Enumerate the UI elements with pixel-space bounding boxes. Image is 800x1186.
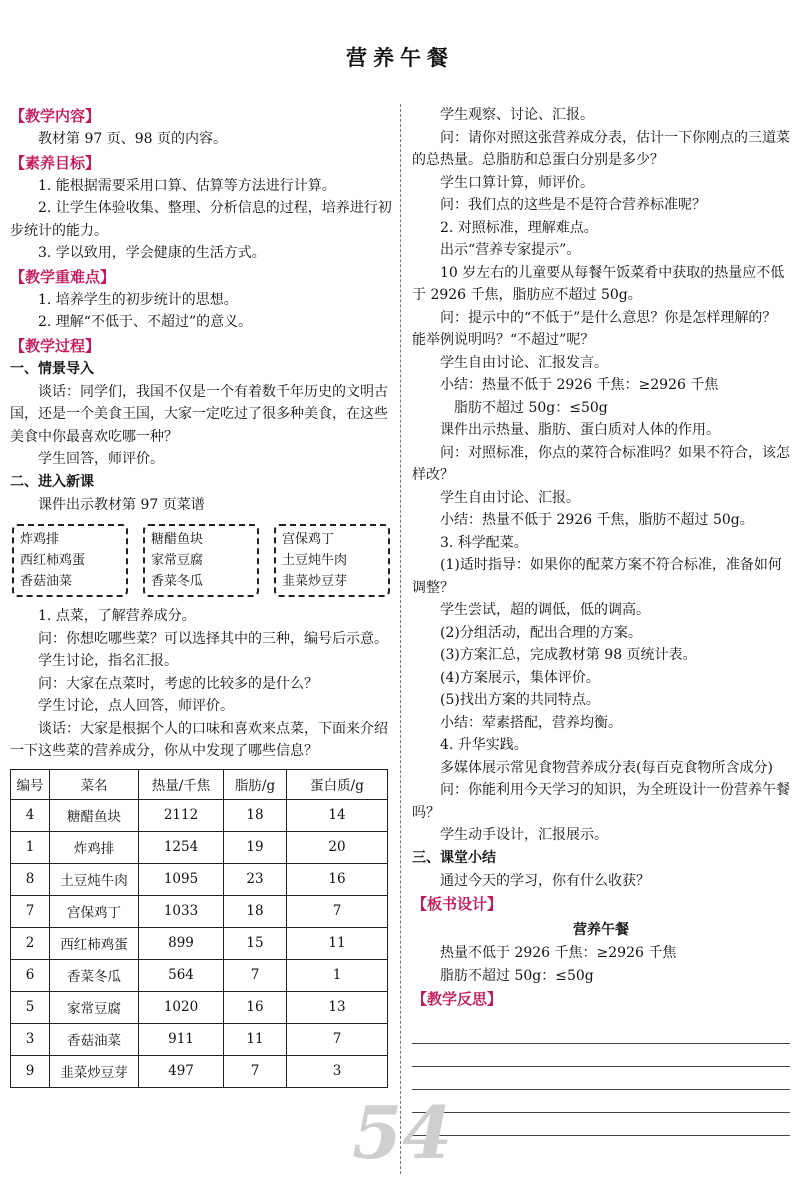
table-cell: 土豆炖牛肉	[50, 863, 139, 895]
table-row	[11, 1055, 388, 1087]
table-header-row	[11, 769, 388, 799]
menu-box	[12, 524, 128, 597]
paragraph: 课件出示热量、脂肪、蛋白质对人体的作用。	[440, 422, 720, 438]
left-column	[10, 104, 392, 1088]
table-cell: 1254	[139, 831, 224, 863]
menu-box	[143, 524, 259, 597]
paragraph: (3)方案汇总，完成教材第 98 页统计表。	[440, 647, 697, 663]
table-cell: 18	[224, 799, 287, 831]
section-content-heading: 【教学内容】	[10, 107, 101, 125]
paragraph: 学生讨论，点人回答，师评价。	[38, 698, 234, 714]
table-cell: 18	[224, 895, 287, 927]
table-cell: 7	[11, 895, 50, 927]
paragraph: 1. 点菜，了解营养成分。	[38, 608, 196, 624]
paragraph: 学生回答，师评价。	[38, 451, 164, 467]
menu-dish: 韭菜炒豆芽	[282, 574, 348, 589]
section-reflect-heading: 【教学反思】	[412, 990, 503, 1008]
table-cell: 6	[11, 959, 50, 991]
table-cell: 香菜冬瓜	[50, 959, 139, 991]
paragraph: 学生观察、讨论、汇报。	[440, 107, 594, 123]
writing-line	[412, 1090, 790, 1113]
table-cell: 炸鸡排	[50, 831, 139, 863]
table-cell: 899	[139, 927, 224, 959]
table-row	[11, 799, 388, 831]
table-cell: 16	[287, 863, 388, 895]
table-cell: 23	[224, 863, 287, 895]
menu-dish: 糖醋鱼块	[151, 532, 204, 547]
paragraph: 学生自由讨论、汇报。	[440, 489, 580, 506]
paragraph: 学生尝试，超的调低，低的调高。	[440, 602, 650, 618]
menu-dish: 香菇油菜	[20, 574, 73, 589]
writing-line	[412, 1021, 790, 1044]
table-cell: 13	[287, 991, 388, 1023]
section-key-heading: 【教学重难点】	[10, 267, 116, 286]
table-cell: 宫保鸡丁	[50, 895, 139, 927]
table-cell: 9	[11, 1055, 50, 1087]
table-cell: 7	[287, 895, 388, 927]
menu-dish: 宫保鸡丁	[282, 532, 335, 547]
part1-title: 一、情景导入	[10, 360, 94, 377]
paragraph: 问：你想吃哪些菜？可以选择其中的三种，编号后示意。	[38, 630, 388, 647]
paragraph: 4. 升华实践。	[440, 737, 528, 753]
page-title: 营养午餐	[346, 46, 454, 70]
table-cell: 糖醋鱼块	[50, 799, 139, 831]
paragraph: 问：请你对照这张营养成分表，估计一下你刚点的三道菜的总热量。总脂肪和总蛋白分别是多少？	[412, 129, 790, 168]
menu-dish: 土豆炖牛肉	[282, 553, 348, 568]
paragraph: 问：提示中的“不低于”是什么意思？你是怎样理解的？能举例说明吗？“不超过”呢？	[412, 309, 777, 348]
paragraph: 学生动手设计，汇报展示。	[440, 827, 608, 843]
table-row	[11, 895, 388, 927]
paragraph: 问：你能利用今天学习的知识，为全班设计一份营养午餐吗？	[412, 782, 790, 821]
column-header: 脂肪/g	[224, 769, 287, 799]
table-cell: 7	[224, 959, 287, 991]
table-cell: 7	[287, 1023, 388, 1055]
menu-dish: 家常豆腐	[151, 553, 204, 568]
table-cell: 1033	[139, 895, 224, 927]
paragraph: 学生口算计算，师评价。	[440, 174, 594, 191]
table-row	[11, 863, 388, 895]
menu-boxes	[12, 524, 390, 597]
goal-item: 3. 学以致用，学会健康的生活方式。	[38, 245, 266, 261]
table-cell: 2	[11, 927, 50, 959]
paragraph: 出示“营养专家提示”。	[440, 242, 581, 258]
paragraph: (5)找出方案的共同特点。	[440, 692, 600, 708]
paragraph: 多媒体展示常见食物营养成分表(每百克食物所含成分)	[440, 759, 773, 776]
section-process-heading: 【教学过程】	[10, 336, 101, 355]
paragraph: 学生讨论，指名汇报。	[38, 653, 178, 669]
table-cell: 5	[11, 991, 50, 1023]
menu-dish: 炸鸡排	[20, 532, 60, 547]
paragraph: 脂肪不超过 50g：≤50g	[454, 399, 608, 416]
paragraph: (1)适时指导：如果你的配菜方案不符合标准，准备如何调整？	[412, 557, 782, 596]
table-cell: 2112	[139, 799, 224, 831]
table-cell: 1	[11, 831, 50, 863]
table-cell: 15	[224, 927, 287, 959]
table-cell: 11	[287, 927, 388, 959]
key-item: 2. 理解“不低于、不超过”的意义。	[38, 314, 253, 330]
part3-title: 三、课堂小结	[412, 849, 496, 866]
table-row	[11, 831, 388, 863]
paragraph: 问：大家在点菜时，考虑的比较多的是什么？	[38, 675, 318, 692]
menu-dish: 西红柿鸡蛋	[20, 553, 86, 568]
table-cell: 564	[139, 959, 224, 991]
table-cell: 14	[287, 799, 388, 831]
table-cell: 19	[224, 831, 287, 863]
paragraph: 10 岁左右的儿童要从每餐午饭菜肴中获取的热量应不低于 2926 千焦，脂肪应不超过 50g。	[412, 264, 785, 303]
writing-line	[412, 1113, 790, 1136]
table-cell: 8	[11, 863, 50, 895]
table-cell: 3	[287, 1055, 388, 1087]
board-title: 营养午餐	[573, 922, 629, 938]
table-cell: 4	[11, 799, 50, 831]
column-header: 热量/千焦	[139, 769, 224, 799]
section-goals-heading: 【素养目标】	[10, 153, 101, 172]
table-cell: 3	[11, 1023, 50, 1055]
reflection-lines	[412, 1021, 790, 1136]
table-cell: 16	[224, 991, 287, 1023]
paragraph: 学生自由讨论、汇报发言。	[440, 354, 608, 371]
paragraph: 小结：热量不低于 2926 千焦：≥2926 千焦	[440, 377, 719, 393]
nutrition-table	[10, 769, 388, 1088]
menu-box	[274, 524, 390, 597]
table-cell: 1020	[139, 991, 224, 1023]
paragraph: 2. 对照标准，理解难点。	[440, 219, 598, 236]
paragraph: 小结：荤素搭配，营养均衡。	[440, 714, 622, 731]
paragraph: (2)分组活动，配出合理的方案。	[440, 624, 642, 641]
table-cell: 911	[139, 1023, 224, 1055]
column-header: 编号	[11, 769, 50, 799]
board-line: 脂肪不超过 50g：≤50g	[440, 967, 594, 984]
paragraph: 通过今天的学习，你有什么收获？	[440, 872, 650, 889]
table-row	[11, 927, 388, 959]
table-cell: 韭菜炒豆芽	[50, 1055, 139, 1087]
goal-item: 2. 让学生体验收集、整理、分析信息的过程，培养进行初步统计的能力。	[10, 200, 392, 239]
section-board-heading: 【板书设计】	[412, 895, 503, 913]
paragraph: 3. 科学配菜。	[440, 534, 528, 551]
table-row	[11, 1023, 388, 1055]
writing-line	[412, 1044, 790, 1067]
part2-title: 二、进入新课	[10, 473, 94, 490]
menu-dish: 香菜冬瓜	[151, 574, 204, 589]
content-text: 教材第 97 页、98 页的内容。	[38, 131, 227, 147]
table-cell: 11	[224, 1023, 287, 1055]
paragraph: 课件出示教材第 97 页菜谱	[38, 496, 205, 513]
table-cell: 1	[287, 959, 388, 991]
column-header: 蛋白质/g	[287, 769, 388, 799]
writing-line	[412, 1067, 790, 1090]
table-cell: 7	[224, 1055, 287, 1087]
paragraph: 问：我们点的这些是不是符合营养标准呢？	[440, 197, 706, 213]
table-row	[11, 991, 388, 1023]
table-cell: 西红柿鸡蛋	[50, 927, 139, 959]
table-cell: 20	[287, 831, 388, 863]
key-item: 1. 培养学生的初步统计的思想。	[38, 291, 238, 308]
table-cell: 1095	[139, 863, 224, 895]
table-cell: 香菇油菜	[50, 1023, 139, 1055]
table-cell: 497	[139, 1055, 224, 1087]
paragraph: 问：对照标准，你点的菜符合标准吗？如果不符合，该怎样改？	[412, 444, 790, 483]
column-divider	[400, 104, 401, 1174]
paragraph: 谈话：大家是根据个人的口味和喜欢来点菜，下面来介绍一下这些菜的营养成分，你从中发现了哪些信息？	[10, 720, 388, 759]
paragraph: (4)方案展示，集体评价。	[440, 669, 600, 686]
table-cell: 家常豆腐	[50, 991, 139, 1023]
column-header: 菜名	[50, 769, 139, 799]
board-line: 热量不低于 2926 千焦：≥2926 千焦	[440, 945, 677, 961]
paragraph: 小结：热量不低于 2926 千焦，脂肪不超过 50g。	[440, 512, 754, 528]
table-row	[11, 959, 388, 991]
right-column	[412, 104, 790, 1136]
paragraph: 谈话：同学们，我国不仅是一个有着数千年历史的文明古国，还是一个美食王国，大家一定吃过了很多种美食，在这些美食中你最喜欢吃哪一种？	[10, 383, 388, 445]
page-number: 54	[352, 1090, 453, 1175]
goal-item: 1. 能根据需要采用口算、估算等方法进行计算。	[38, 177, 336, 194]
